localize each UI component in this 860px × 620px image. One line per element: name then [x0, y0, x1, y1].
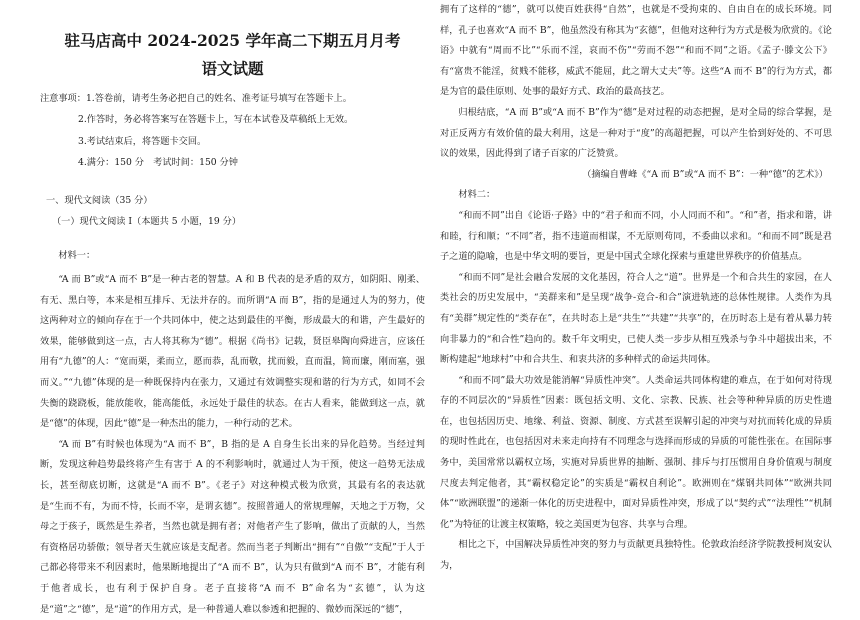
paragraph: “A 而 B”或“A 而不 B”是一种古老的智慧。A 和 B 代表的是矛盾的双方，如阴阳、刚柔、有无、黑白等，本来是相互排斥、无法并存的。而所谓“A 而 B”，指的是通过人为的努力，使这两种对立的倾向存在于一个共同体中，使之达到最佳的平衡，形成最大的和谐，产生最好的效果，能够做到这一点，古人将其称为“德”。根据《尚书》记载，贤臣皋陶向舜进言，应该任用有“九德”的人：“宽而栗，柔而立，愿而恭，乱而敬，扰而毅，直而温，简而廉，刚而塞，强而义。”“九德”体现的是一种既保持内在张力，又通过有效调整实现和谐的行为方式，如同不会失衡的跷跷板，能放能收，能高能低，永远处于最佳的状态。在古人看来，能做到这一点，就是“德”的体现，因此“德”是一种杰出的能力，一种行动的艺术。: [40, 274, 425, 430]
section-heading: 一、现代文阅读（35 分）: [46, 194, 153, 206]
paragraph: 归根结底，“A 而 B”或“A 而不 B”作为“德”是对过程的动态把握，是对全局的综合掌握，是对正反两方有效价值的最大利用，这是一种对于“度”的高超把握，可以产生恰到好处的、不可思议的效果，因此得到了诸子百家的广泛赞赏。: [440, 106, 832, 160]
notice-item-3: 3.考试结束后，将答题卡交回。: [78, 135, 207, 147]
source-citation: （摘编自曹峰《“A 而 B”或“A 而不 B”：一种“德”的艺术》）: [582, 168, 828, 180]
notice-block: [40, 88, 425, 109]
paragraph: “和而不同”是社会融合发展的文化基因，符合人之“道”。世界是一个和合共生的家园，在人类社会的历史发展中，“美群来和”是呈现“战争-竞合-和合”演进轨迹的总体性规律。人类作为具有“美群”规定性的“类存在”，在共时态上是“共生”“共建”“共享”的，在历时态上是有着从暴力转向非暴力的“和合性”趋向的。数千年文明史，已使人类一步步从相互残杀与争斗中超拔出来，不断构建起“地球村”中和合共生、和衷共济的多种样式的命运共同体。: [440, 271, 832, 366]
material-2-label: 材料二：: [458, 189, 496, 201]
right-column: [440, 0, 832, 577]
exam-title: 驻马店高中 2024-2025 学年高二下期五月月考: [64, 31, 401, 50]
paragraph: 相比之下，中国解决异质性冲突的努力与贡献更具独特性。伦敦政治经济学院教授柯岚安认为，: [440, 539, 832, 572]
paragraph: “和而不同”最大功效是能消解“异质性冲突”。人类命运共同体构建的难点，在于如何对待现存的不同层次的“异质性”因素：既包括文明、文化、宗教、民族、社会等种种异质的历史性遗在，也包括因历史、地缘、利益、资源、制度、方式甚至误解引起的冲突与对抗而转化成的异质的现时性此在，也包括因对未来走向持有不同理念与选择而形成的异质的可能性张在。在国际事务中，美国常常以霸权立场，实施对异质世界的抽断、强制、排斥与打压惯用自身价值观与制度尺度去判定他者，其“霸权稳定论”的实质是“霸权自利论”。欧洲则在“煤钢共同体”“欧洲共同体”“欧洲联盟”的递渐一体化的历史进程中，面对异质性冲突，形成了以“契约式”“法理性”“机制化”为特征的让渡主权策略，较之美国更为包容、共享与合理。: [440, 374, 832, 530]
exam-subtitle: 语文试题: [201, 59, 264, 78]
notice-item-1: 1.答卷前，请考生务必把自己的姓名、准考证号填写在答题卡上。: [85, 93, 352, 104]
left-column: [40, 0, 425, 620]
material-1-label: 材料一：: [58, 249, 96, 261]
paragraph: “和而不同”出自《论语·子路》中的“君子和而不同，小人同而不和”。“和”者，指求和谐，讲和睦，行和顺；“不同”者，指不违道而相谋，不无原则苟同，不委曲以求和。“和而不同”既是君子之道的隐喻，也是中华文明的要旨，更是中国式全球化探索与重建世界秩序的价值基点。: [440, 209, 832, 263]
paragraph: “A 而 B”有时候也体现为“A 而不 B”，B 指的是 A 自身生长出来的异化趋势。当经过判断，发现这种趋势最终将产生有害于 A 的不利影响时，就通过人为干预，使这一趋势无法成长，甚至彻底切断，这就是“A 而不 B”。《老子》对这种模式极为欣赏，其最有名的表达就是“生而不有，为而不恃，长而不宰，是谓玄德”。按照普通人的常规理解，天地之于万物，父母之于孩子，既然是生养者，当然也就是拥有者；对他者产生了影响，做出了贡献的人，当然有资格居功骄傲；领导者天生就应该是支配者。然而当老子判断出“拥有”“自傲”“支配”于人于己都必将带来不利因素时，他果断地提出了“A 而不 B”，认为只有做到“A 而不 B”，才能有利于他者成长，也有利于保护自身。老子直接将“A 而不 B”命名为“玄德”，认为这是“道”之“德”，是“道”的作用方式，是一种普通人难以参透和把握的、微妙而深远的“德”，: [40, 438, 425, 615]
notice-item-2: 2.作答时，务必将答案写在答题卡上，写在本试卷及草稿纸上无效。: [78, 114, 354, 125]
subsection-heading: （一）现代文阅读 I（本题共 5 小题，19 分）: [52, 215, 242, 227]
notice-item-4: 4.满分：150 分 考试时间：150 分钟: [78, 157, 238, 168]
paragraph: 拥有了这样的“德”，就可以使百姓获得“自然”，也就是不受拘束的、自由自在的成长环境。同样，孔子也喜欢“A 而不 B”，他虽然没有称其为“玄德”，但他对这种行为方式是极为欣赏的。《论语》中就有“周而不比”“乐而不淫，哀而不伤”“劳而不怨”“和而不同”之语。《孟子·滕文公下》有“富贵不能淫，贫贱不能移，威武不能屈，此之谓大丈夫”等。这些“A 而不 B”的行为方式，都是为官的最佳原则、处事的最好方式、政治的最高技艺。: [440, 4, 832, 98]
notice-label: 注意事项：: [40, 93, 86, 104]
